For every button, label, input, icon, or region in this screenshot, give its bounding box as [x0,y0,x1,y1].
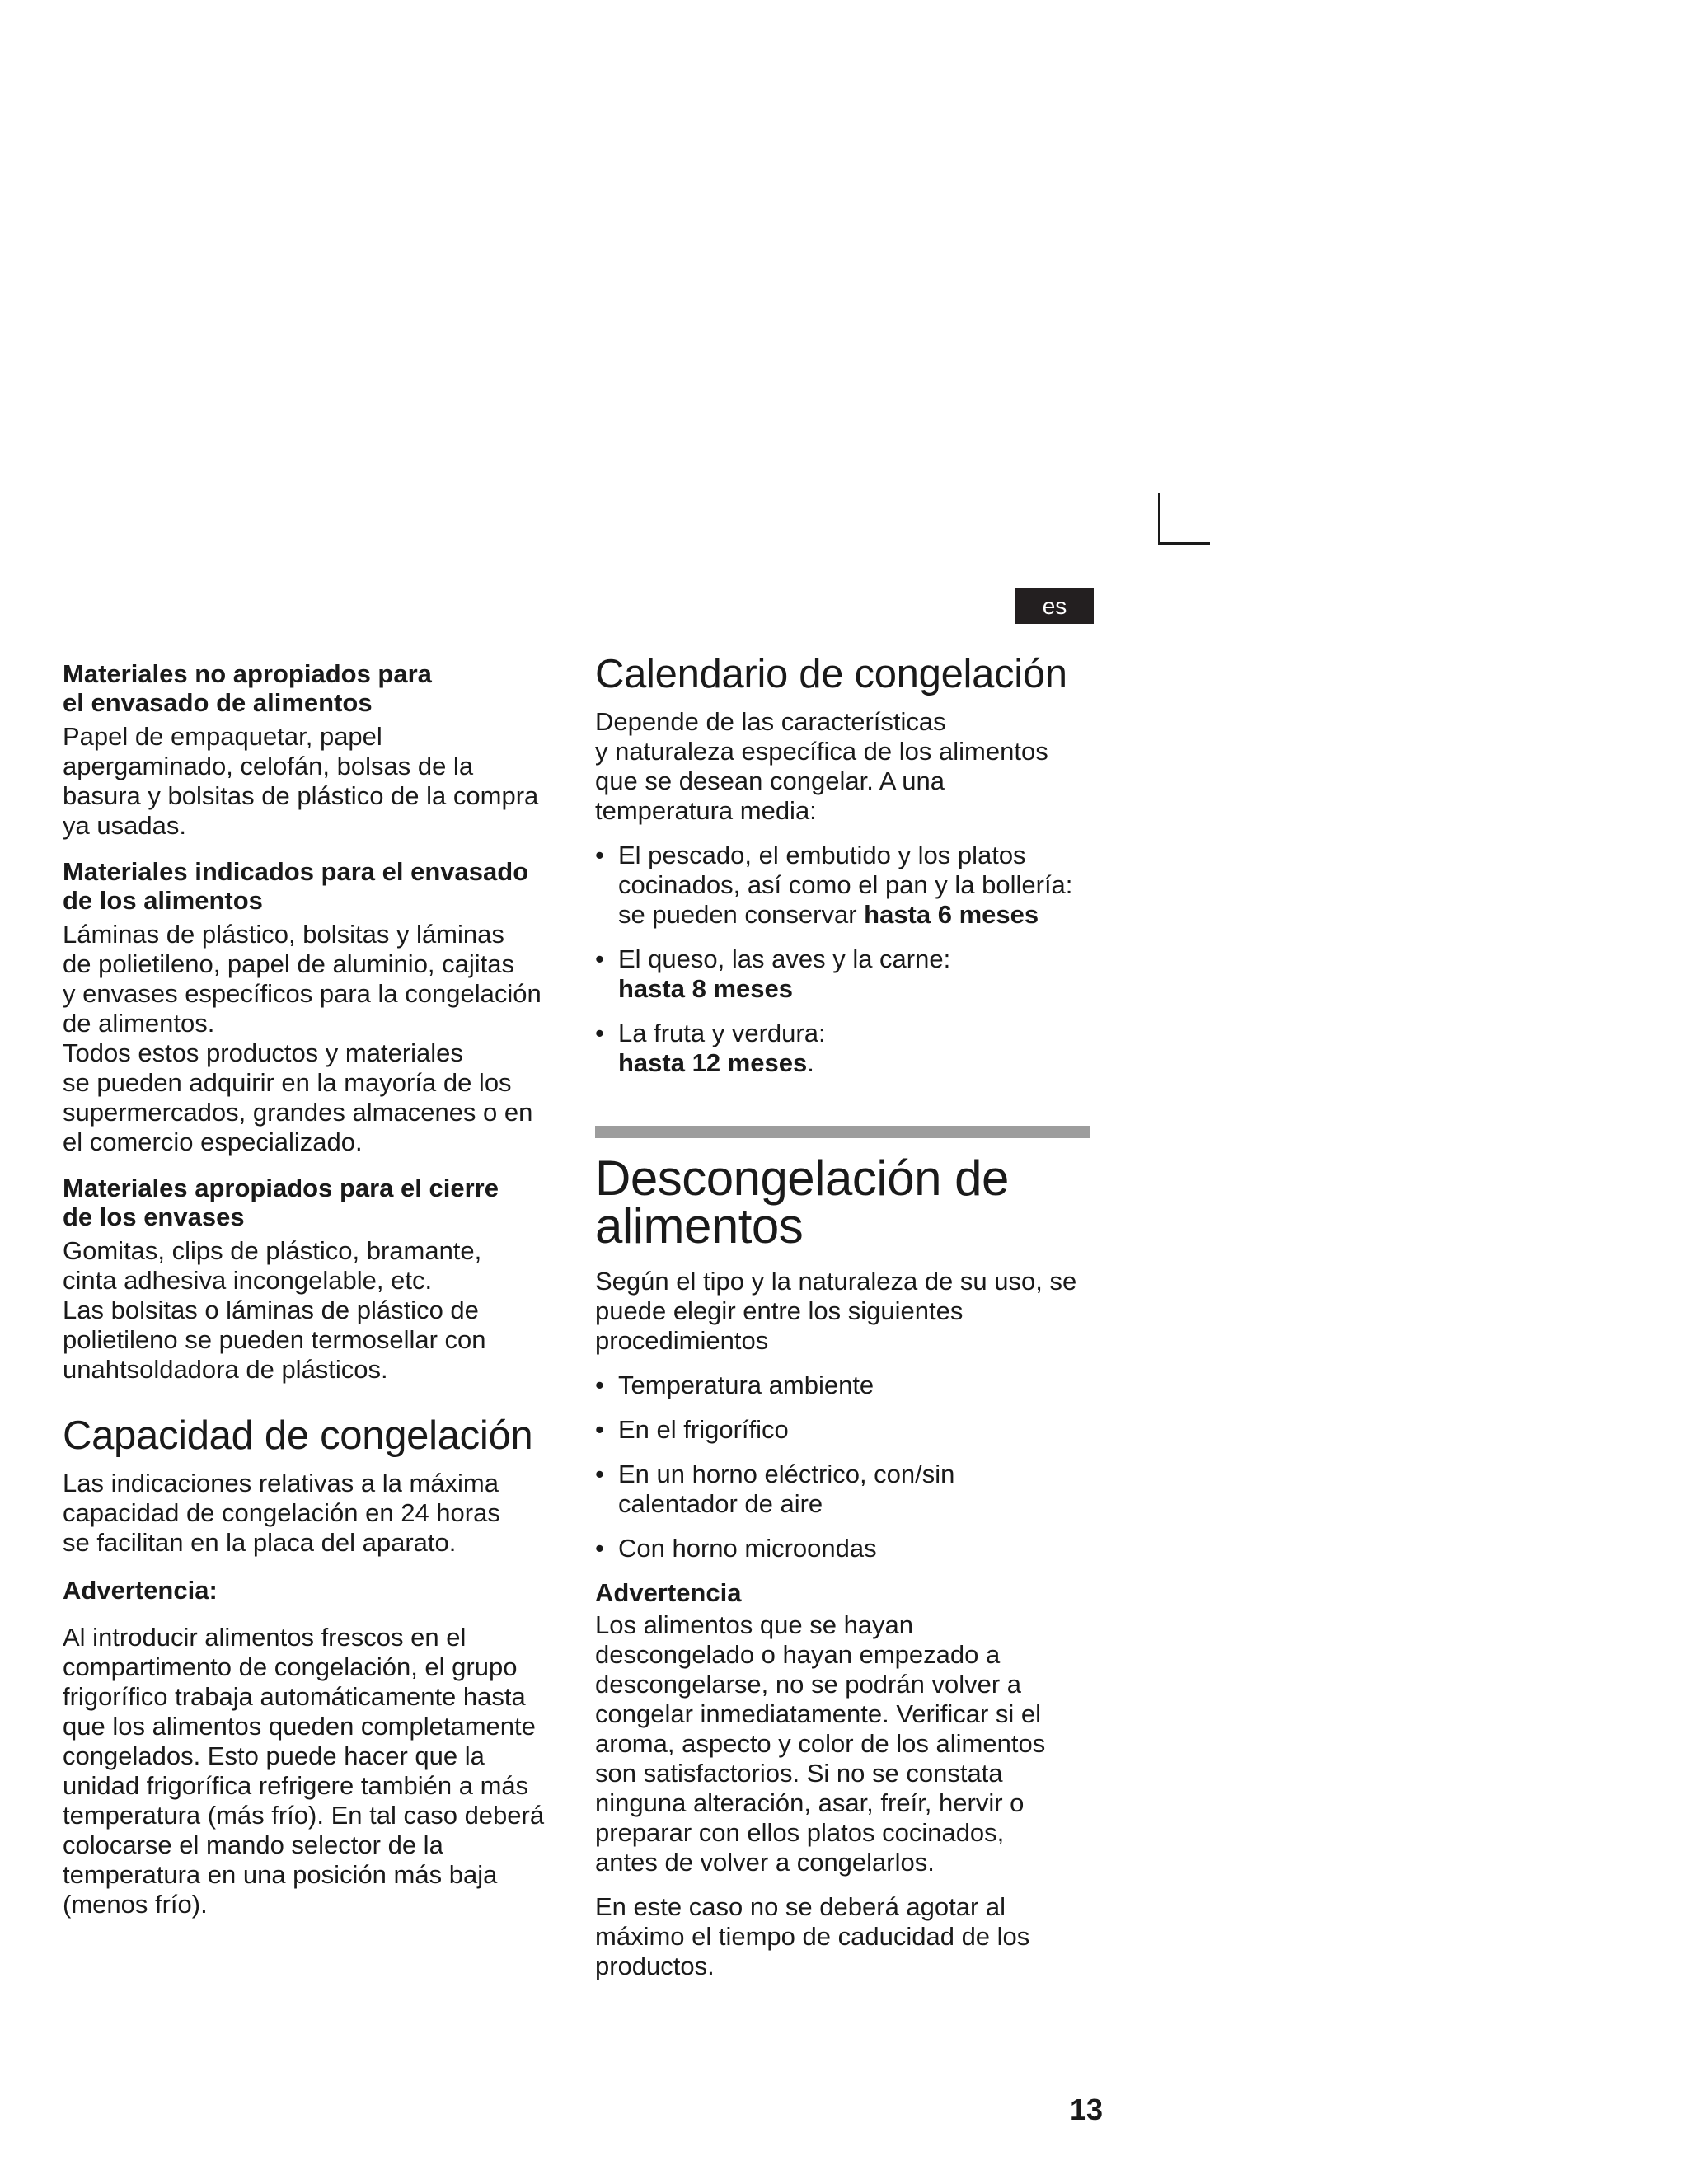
calendario-heading: Calendario de congelación [595,652,1067,696]
capacidad-heading: Capacidad de congelación [63,1413,533,1458]
warning-paragraph: Los alimentos que se hayan descongelado o hayan empezado a descongelarse, no se podrán volver a congelar inmediatamente. Verificar si el aroma, aspecto y color de los alimentos son satisfactorios. Si no se constata ninguna alteración, asar, freír, hervir o preparar con ellos platos cocinados, antes de volver a congelarlos. [595,1610,1046,1877]
list-item: • El pescado, el embutido y los platos cocinados, así como el pan y la bollería: se pueden conservar hasta 6 meses [595,841,1098,930]
list-item: • Con horno microondas [595,1534,1098,1563]
descongelacion-heading: Descongelación de alimentos [595,1151,1009,1254]
section-paragraph: Papel de empaquetar, papel apergaminado, celofán, bolsas de la basura y bolsitas de plástico de la compra ya usadas. [63,722,539,840]
right-column [595,651,1098,1981]
list-item: • El queso, las aves y la carne: hasta 8 meses [595,944,1098,1004]
section-paragraph: Láminas de plástico, bolsitas y láminas de polietileno, papel de aluminio, cajitas y envases específicos para la congelación de alimentos. Todos estos productos y materiales se pueden adquirir en la mayoría de los supermercados, grandes almacenes o en el comercio especializado. [63,920,542,1156]
page-number: 13 [1069,2093,1103,2126]
calendario-list [595,841,1098,1078]
section-heading: Materiales no apropiados para el envasado de alimentos [63,659,432,717]
warning-paragraph: Al introducir alimentos frescos en el compartimento de congelación, el grupo frigorífico trabaja automáticamente hasta que los alimentos queden completamente congelados. Esto puede hacer que la unidad frigorífica refrigere también a más temperatura (más frío). En tal caso deberá colocarse el mando selector de la temperatura en una posición más baja (menos frío). [63,1623,545,1919]
language-badge: es [1015,588,1094,624]
section-divider [595,1126,1090,1138]
calendario-paragraph: Depende de las características y naturaleza específica de los alimentos que se desean congelar. A una temperatura media: [595,707,1048,825]
crop-mark [1158,493,1210,545]
section-paragraph: Gomitas, clips de plástico, bramante, cinta adhesiva incongelable, etc. Las bolsitas o láminas de plástico de polietileno se pueden termosellar con unahtsoldadora de plásticos. [63,1236,486,1384]
final-paragraph: En este caso no se deberá agotar al máximo el tiempo de caducidad de los productos. [595,1892,1030,1980]
procedimientos-list [595,1371,1098,1563]
list-item: • La fruta y verdura: hasta 12 meses. [595,1019,1098,1078]
list-item: • En un horno eléctrico, con/sin calentador de aire [595,1460,1098,1519]
descongelacion-paragraph: Según el tipo y la naturaleza de su uso, se puede elegir entre los siguientes procedimientos [595,1267,1077,1355]
capacidad-paragraph: Las indicaciones relativas a la máxima capacidad de congelación en 24 horas se facilitan en la placa del aparato. [63,1469,500,1557]
warning-heading: Advertencia: [63,1576,218,1605]
list-item: • Temperatura ambiente [595,1371,1098,1400]
section-heading: Materiales apropiados para el cierre de los envases [63,1174,499,1231]
list-item: • En el frigorífico [595,1415,1098,1445]
left-column [63,659,565,1919]
warning-heading: Advertencia [595,1578,742,1607]
section-heading: Materiales indicados para el envasado de los alimentos [63,857,529,915]
